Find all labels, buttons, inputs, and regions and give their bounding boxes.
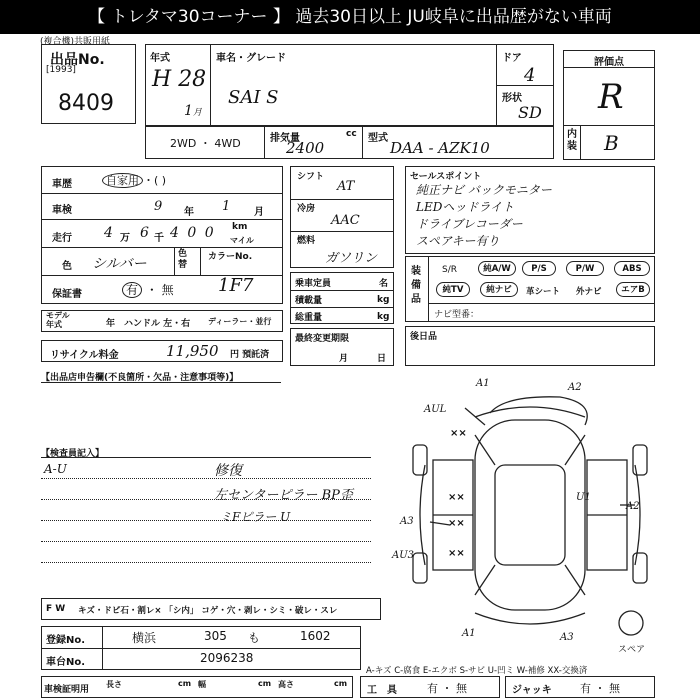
remarks-label: 後日品 (410, 332, 438, 342)
inspector-note-fpillar: ミFピラー U (220, 510, 291, 524)
registration-label: 登録No. (46, 635, 86, 646)
registration-box (41, 626, 361, 670)
equip-power-window: P/W (566, 261, 604, 276)
equip-alloy-wheel: 純A/W (478, 261, 516, 276)
shift-label: シフト (297, 172, 325, 182)
mileage-km: km (232, 222, 248, 232)
cert-cm: cm (178, 679, 192, 688)
equip-navi: 純ナビ (480, 282, 518, 297)
spare-label: スペア (618, 645, 646, 655)
lot-number: 8409 (58, 91, 114, 116)
year-label: 年式 (150, 53, 170, 64)
inspector-note-au: A-U (44, 462, 67, 476)
month-unit: 月 (192, 108, 202, 118)
equip-sr: S/R (442, 265, 457, 275)
recycle-unit: 円 預託済 (230, 350, 270, 360)
sales-point-item: 純正ナビ バックモニター (416, 183, 552, 197)
tools-label: 工 具 (367, 685, 397, 696)
remarks-box (405, 326, 655, 366)
equip-airbag: エアB (616, 282, 650, 297)
load-unit: kg (377, 295, 390, 305)
inspector-label: 【検査員記入】 (41, 449, 105, 459)
equipment-label: 装備品 (411, 266, 421, 305)
equip-tv: 純TV (436, 282, 470, 297)
seller-notes-label: 【出品店申告欄(不良箇所・欠品・注意事項等)】 (41, 373, 239, 383)
recycle-value: 11,950 (166, 342, 219, 360)
history-value: 自家用 (102, 173, 143, 188)
tools-row (360, 676, 500, 698)
jack-value: 有 ・ 無 (580, 682, 620, 695)
aircon-label: 冷房 (297, 204, 316, 214)
final-change-day: 日 (377, 354, 387, 364)
interior-label: 内装 (567, 129, 577, 152)
displacement-label: 排気量 (270, 133, 300, 144)
grade-box (563, 50, 655, 160)
shaken-year: 9 (154, 199, 163, 214)
gross-unit: kg (377, 312, 390, 322)
damage-legend: A-キズ C-腐食 E-エクボ S-サビ U-凹ミ W-補修 XX-交換済 (366, 666, 588, 676)
color-change-label: 色替 (178, 249, 188, 270)
cert-width: 幅 (198, 680, 206, 689)
mileage-rest: 4 0 0 (170, 225, 216, 241)
jack-label: ジャッキ (512, 685, 552, 696)
model-row (41, 310, 283, 332)
shape-value: SD (518, 103, 542, 122)
fw-label: F W (46, 604, 66, 614)
mark-aul: AUL (424, 404, 447, 415)
cert-cm: cm (258, 679, 272, 688)
equip-power-steering: P/S (522, 261, 556, 276)
mark-xx-rear: ×× (448, 548, 465, 559)
registration-kana: も (248, 631, 261, 645)
final-change-unit: 月 (339, 354, 349, 364)
fw-items: キズ・ドビ石・割レ× 「シ内」 コゲ・穴・剥レ・シミ・破レ・スレ (78, 606, 338, 616)
mark-a2-right: A2 (626, 501, 640, 512)
mileage-label: 走行 (52, 233, 72, 244)
navi-model-label: ナビ型番： (434, 310, 480, 320)
drivetrain-box (290, 166, 394, 268)
chassis-value: 2096238 (200, 651, 254, 665)
registration-num1: 305 (204, 629, 227, 643)
mark-a3-bottom: A3 (560, 632, 574, 643)
cert-row (41, 676, 353, 698)
shaken-label: 車検 (52, 205, 72, 216)
mark-xx-pillar: ×× (448, 518, 465, 529)
mileage-sen: 6 (140, 225, 149, 241)
displacement-unit: cc (346, 129, 357, 139)
vehicle-header-box (145, 44, 554, 126)
sales-point-item: スペアキー有り (416, 234, 500, 248)
registration-place: 横浜 (132, 631, 157, 645)
shift-value: AT (337, 179, 355, 194)
sales-point-item: ドライブレコーダー (416, 217, 523, 231)
shaken-month: 1 (222, 199, 231, 214)
spec-box (41, 166, 283, 304)
sales-points-box (405, 166, 655, 254)
mark-au3: AU3 (392, 550, 415, 561)
color-no-label: カラーNo. (208, 252, 253, 262)
damage-diagram (395, 375, 665, 645)
model-row-handle: ハンドル 左・右 (124, 319, 191, 329)
displacement-value: 2400 (286, 139, 325, 157)
equip-ext-navi: 外ナビ (576, 287, 602, 297)
capacity-label: 乗車定員 (295, 279, 332, 289)
doors-value: 4 (524, 65, 536, 86)
header-note: (複合機)共販用紙 (40, 37, 111, 47)
auction-banner: 【 トレタマ30コーナー 】 過去30日以上 JU岐阜に出品歴がない車両 (0, 0, 700, 34)
engine-row (145, 126, 554, 159)
warranty-value: 有 (122, 282, 142, 298)
month-value: 1 (184, 103, 193, 119)
capacity-unit: 名 (379, 279, 389, 289)
mark-a1-bottom: A1 (462, 628, 476, 639)
lot-year-tag: [1993] (46, 65, 76, 75)
car-name: SAI S (228, 87, 279, 108)
inspector-note-pillar: 左センターピラー BP歪 (214, 488, 353, 503)
mileage-man-unit: 万 (120, 233, 130, 244)
lot-label: 出品No. (50, 52, 105, 68)
capacity-box (290, 272, 394, 324)
history-label: 車歴 (52, 179, 72, 190)
shaken-month-unit: 月 (254, 207, 264, 218)
year-value: 28 (178, 67, 207, 92)
grade-value: R (598, 77, 624, 117)
mileage-mile: マイル (230, 236, 254, 245)
mark-xx-door: ×× (448, 492, 465, 503)
cert-label: 車検証明用 (44, 685, 90, 695)
mark-a2-top: A2 (568, 382, 582, 393)
tools-value: 有 ・ 無 (427, 682, 467, 695)
fw-row (41, 598, 381, 620)
lot-box (41, 44, 136, 124)
mark-a1-top: A1 (476, 378, 490, 389)
jack-row (505, 676, 655, 698)
color-value: シルバー (92, 256, 147, 272)
final-change-box (290, 328, 394, 366)
interior-value: B (604, 131, 619, 155)
mark-a3-left: A3 (400, 516, 414, 527)
aircon-value: AAC (331, 213, 360, 228)
final-change-label: 最終変更期限 (295, 334, 350, 344)
sales-point-item: LEDヘッドライト (416, 200, 514, 214)
model-row-label: モデル年式 (46, 311, 70, 329)
cert-height: 高さ (278, 680, 294, 689)
model-row-year: 年 (106, 319, 116, 329)
color-label: 色 (62, 261, 72, 272)
equipment-box (405, 256, 655, 322)
registration-num2: 1602 (300, 629, 331, 643)
cert-cm: cm (334, 679, 348, 688)
color-no-value: 1F7 (218, 275, 254, 296)
doors-label: ドア (502, 53, 522, 64)
chassis-label: 車台No. (46, 657, 86, 668)
load-label: 積載量 (295, 296, 323, 306)
history-rest: ・( ) (143, 174, 167, 187)
recycle-row (41, 340, 283, 362)
mark-u1: U1 (576, 492, 591, 503)
mark-xx-front: ×× (450, 428, 467, 439)
cert-length: 長さ (106, 680, 122, 689)
mileage-sen-unit: 千 (154, 233, 164, 244)
model-row-dealer: ディーラー・並行 (208, 317, 272, 326)
shape-label: 形状 (502, 93, 522, 104)
warranty-rest: ・ 無 (145, 283, 174, 297)
sales-points-label: セールスポイント (410, 172, 482, 182)
mileage-man: 4 (104, 225, 113, 241)
gross-label: 総重量 (295, 313, 323, 323)
warranty-label: 保証書 (52, 289, 82, 300)
car-label: 車名・グレード (216, 53, 286, 64)
fuel-value: ガソリン (325, 251, 378, 266)
model-code-label: 型式 (368, 133, 388, 144)
recycle-label: リサイクル料金 (50, 350, 119, 361)
drive-type: 2WD ・ 4WD (170, 137, 241, 150)
model-code-value: DAA - AZK10 (390, 139, 490, 157)
era: H (152, 67, 172, 92)
fuel-label: 燃料 (297, 236, 316, 246)
shaken-year-unit: 年 (184, 207, 194, 218)
equip-leather: 革シート (526, 287, 561, 297)
grade-label: 評価点 (594, 57, 624, 68)
inspector-note-repair: 修復 (214, 463, 242, 479)
equip-abs: ABS (614, 261, 650, 276)
